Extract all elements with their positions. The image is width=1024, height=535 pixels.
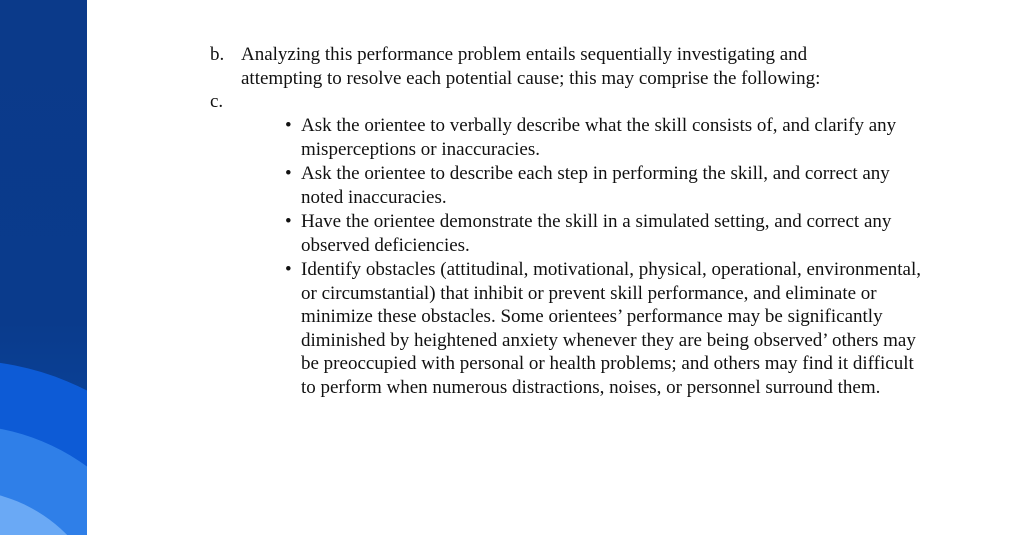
bullet-icon: • xyxy=(285,115,292,136)
bullet-icon: • xyxy=(285,259,292,280)
bullet-icon: • xyxy=(285,163,292,184)
list-item-b-text: Analyzing this performance problem entails sequentially investigating and attempting to resolve each potential cause; this may comprise the following: xyxy=(241,44,821,89)
bullet-text: Identify obstacles (attitudinal, motivational, physical, operational, environmental, or circumstantial) that inhibit or prevent skill performance, and eliminate or minimize these obstacles. Some orientees’ performance may be significantly diminished by heightened anxiety whenever they are being observed’ others may be preoccupied with personal or health problems; and others may find it difficult to perform when numerous distractions, noises, or personnel surround them. xyxy=(301,259,921,398)
bullet-list xyxy=(285,114,925,400)
bullet-text: Ask the orientee to verbally describe what the skill consists of, and clarify any misperceptions or inaccuracies. xyxy=(301,115,897,160)
bullet-text: Ask the orientee to describe each step in performing the skill, and correct any noted inaccuracies. xyxy=(301,163,890,208)
bullet-icon: • xyxy=(285,211,292,232)
bullet-item xyxy=(285,162,925,209)
bullet-text: Have the orientee demonstrate the skill in a simulated setting, and correct any observed deficiencies. xyxy=(301,211,892,256)
bullet-item xyxy=(285,258,925,399)
list-marker-c: c. xyxy=(210,91,224,112)
bullet-item xyxy=(285,114,925,161)
list-item-b xyxy=(210,43,890,90)
list-marker-b: b. xyxy=(210,44,225,65)
bullet-item xyxy=(285,210,925,257)
